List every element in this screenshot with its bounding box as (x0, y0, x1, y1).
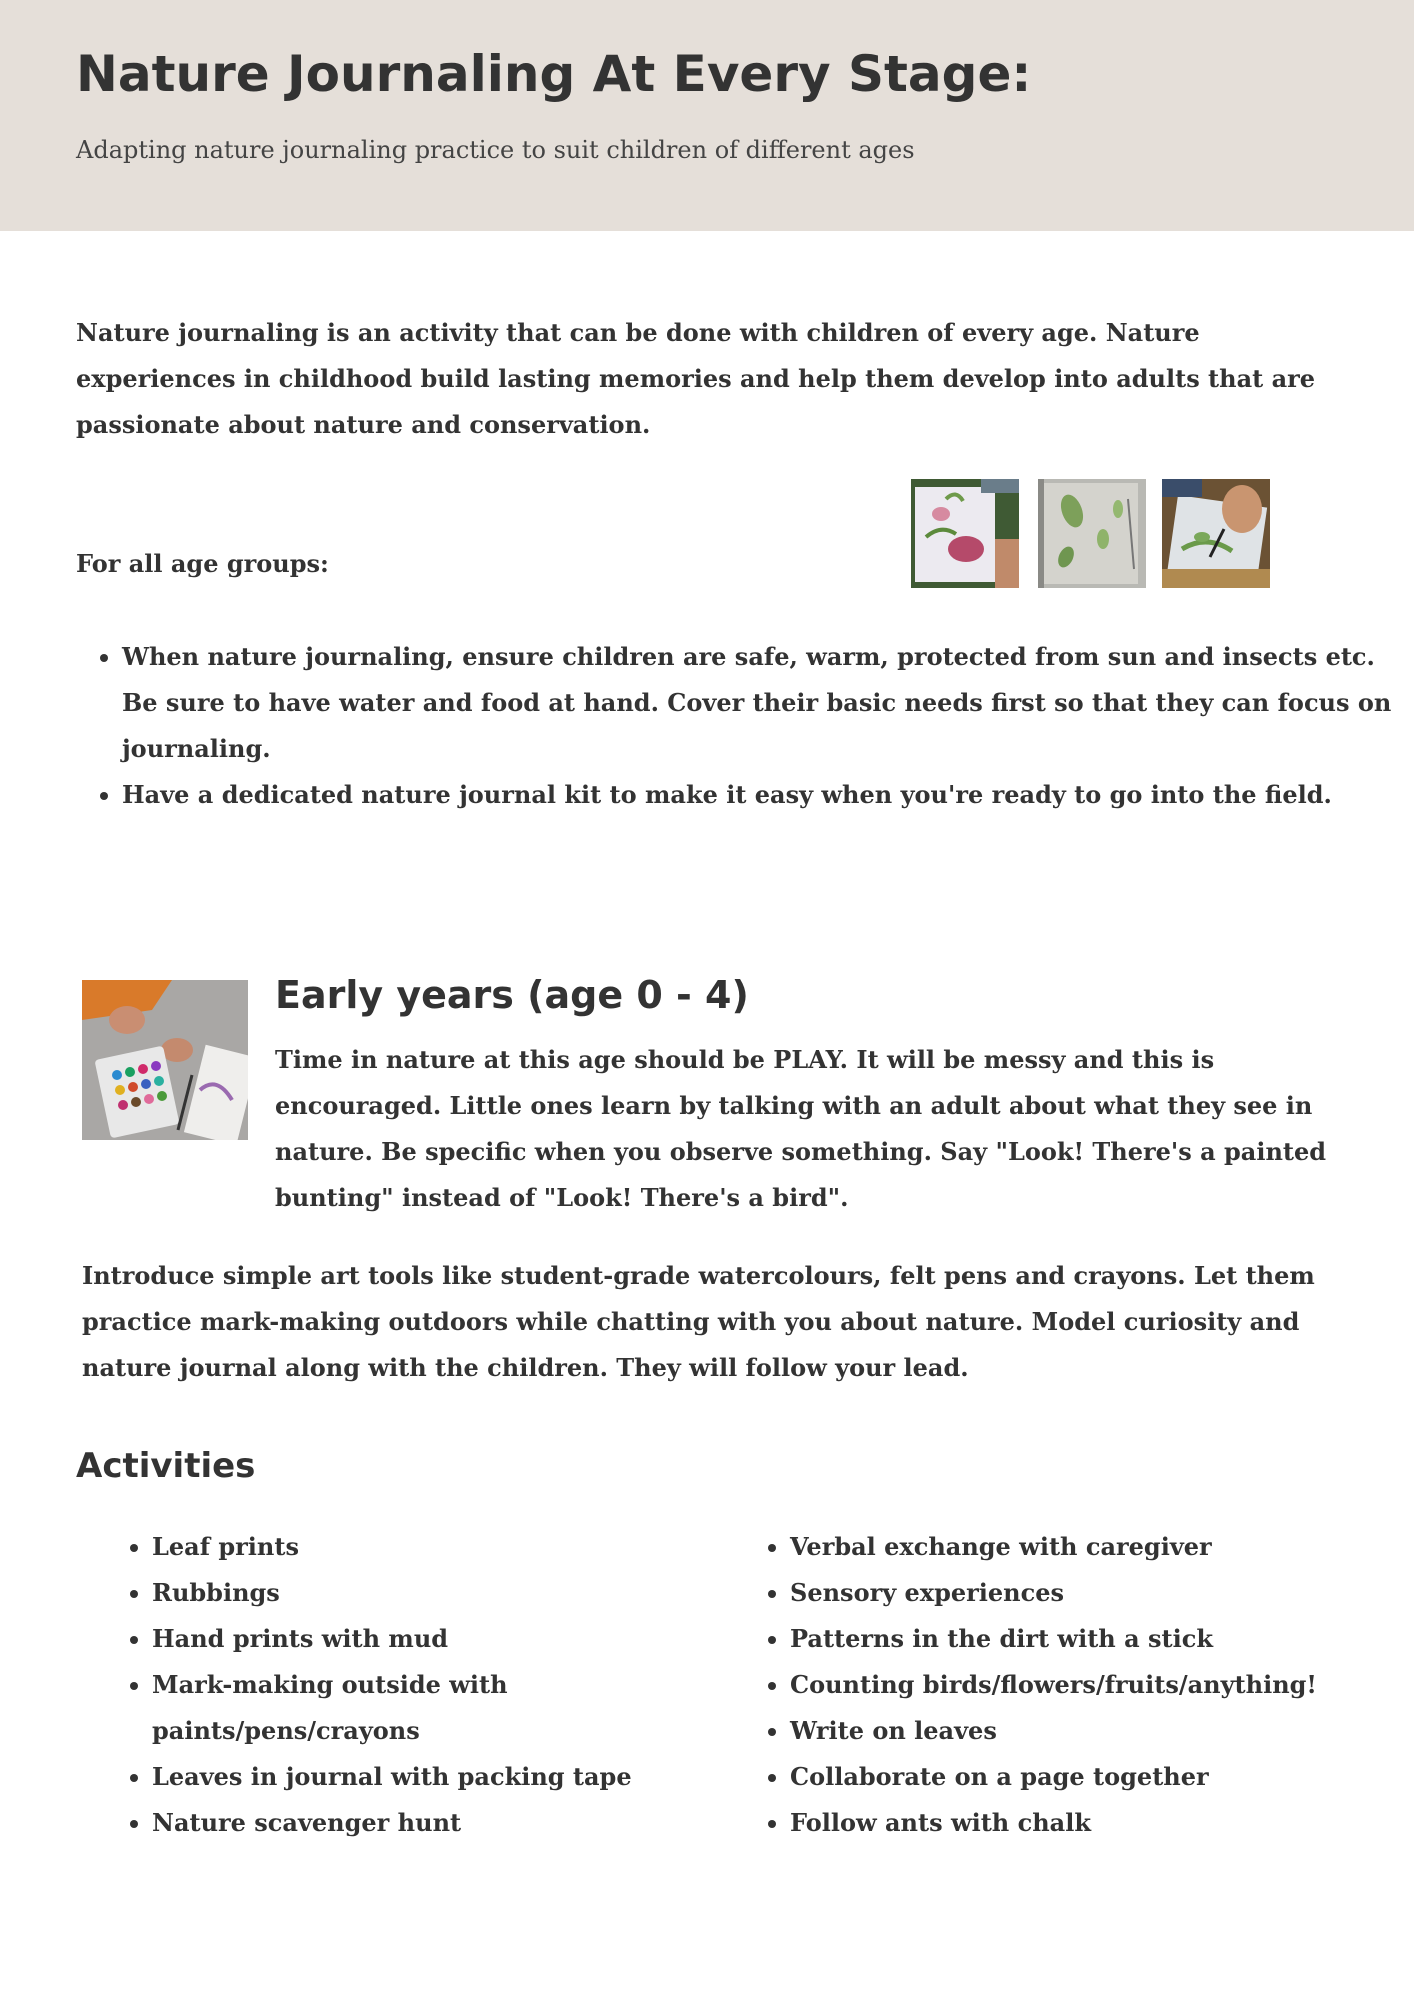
art-tools-paragraph: Introduce simple art tools like student-grade watercolours, felt pens and crayons. Let them practice mark-making outdoors while chatting with you about nature. Model curiosity and nature journal along with the children. They will follow your lead. (82, 1261, 1315, 1382)
activities-list-right (762, 1524, 1390, 1846)
intro-paragraph: Nature journaling is an activity that can be done with children of every age. Nature experiences in childhood build lasting memories and help them develop into adults that are passionate about nature and conservation. (76, 318, 1316, 439)
all-ages-label: For all age groups: (76, 549, 329, 578)
sketching-hand-photo (1162, 479, 1270, 588)
list-item: • Hand prints with mud (152, 1616, 672, 1662)
list-item: • Leaf prints (152, 1524, 672, 1570)
header-banner (0, 0, 1414, 231)
early-years-paragraph: Time in nature at this age should be PLAY. It will be messy and this is encouraged. Little ones learn by talking with an adult about what they see in nature. Be specific when you observe something. Say "Look! There's a painted bunting" instead of "Look! There's a bird". (275, 1045, 1327, 1212)
list-item: • Counting birds/flowers/fruits/anything! (790, 1662, 1390, 1708)
list-item: • When nature journaling, ensure children are safe, warm, protected from sun and insects etc. Be sure to have water and food at hand. Cover their basic needs first so that they can focus on journaling. (122, 634, 1392, 772)
journal-leaves-photo (1038, 479, 1146, 588)
activities-heading: Activities (76, 1446, 256, 1486)
list-item: • Collaborate on a page together (790, 1754, 1390, 1800)
activities-list-left (124, 1524, 672, 1846)
list-item: • Sensory experiences (790, 1570, 1390, 1616)
list-item: • Leaves in journal with packing tape (152, 1754, 672, 1800)
list-item: • Rubbings (152, 1570, 672, 1616)
list-item: • Mark-making outside with paints/pens/crayons (152, 1662, 672, 1754)
early-years-watercolor-photo (82, 980, 248, 1140)
journal-watercolor-photo (911, 479, 1019, 588)
list-item: • Have a dedicated nature journal kit to make it easy when you're ready to go into the field. (122, 772, 1392, 818)
list-item: • Verbal exchange with caregiver (790, 1524, 1390, 1570)
list-item: • Patterns in the dirt with a stick (790, 1616, 1390, 1662)
list-item: • Write on leaves (790, 1708, 1390, 1754)
early-years-heading: Early years (age 0 - 4) (275, 973, 749, 1017)
list-item: • Follow ants with chalk (790, 1800, 1390, 1846)
list-item: • Nature scavenger hunt (152, 1800, 672, 1846)
page-subtitle: Adapting nature journaling practice to suit children of different ages (76, 136, 915, 164)
all-ages-list (76, 634, 1392, 818)
page-title: Nature Journaling At Every Stage: (76, 45, 1032, 103)
